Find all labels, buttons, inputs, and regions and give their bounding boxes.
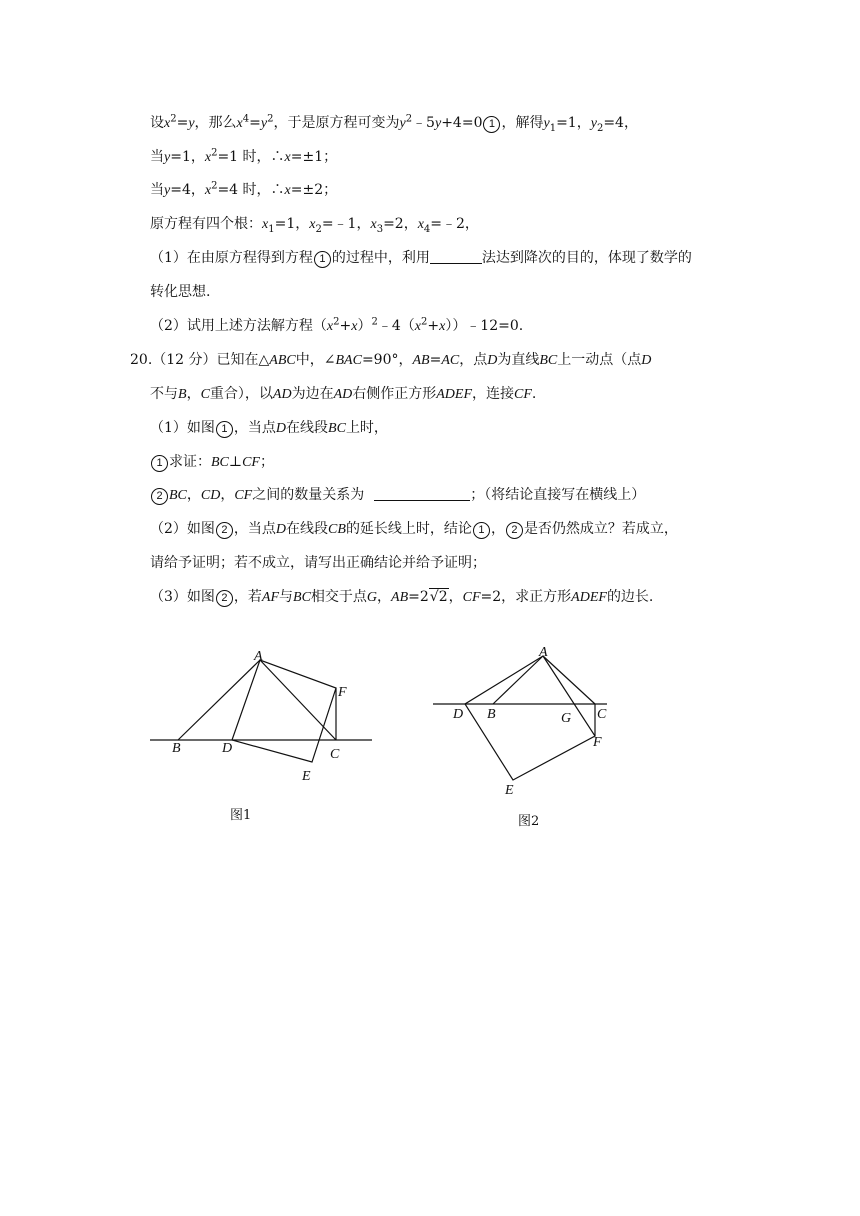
segment-ac [260,660,336,740]
circled-one-icon: 1 [151,455,168,472]
problem-20-line-4: 1 求证：BC⊥CF； [150,452,274,473]
figure-2-caption: 图2 [518,814,540,829]
label-b: B [487,707,496,722]
text-line-4: 原方程有四个根：$x_1=1$，$x_2=﹣1$，$x_3=2$，$x_4=﹣2$， [150,216,479,235]
problem-20-line-1: 20.（12 分）已知在△ABC中，∠BAC=90°，AB=AC，点D为直线BC上一动点（点D [130,352,652,368]
figure-2-diagram [425,640,625,800]
segment-ab [178,660,260,740]
label-g: G [561,711,572,726]
label-e: E [505,783,514,798]
problem-20-line-3: （1）如图 1 ，当点D在线段BC上时， [150,420,388,436]
label-c: C [597,707,607,722]
problem-20-line-2: 不与B，C重合），以AD为边在AD右侧作正方形ADEF，连接CF. [150,386,537,402]
circled-one-icon: 1 [473,522,490,539]
problem-20-line-6: （2）如图 2 ，当点D在线段CB的延长线上时，结论 1 ， 2 是否仍然成立？若成立， [150,521,678,537]
circled-one-icon: 1 [314,251,331,268]
answer-blank[interactable] [430,249,482,264]
question-1-cont: 转化思想. [150,284,211,300]
segment-ab [493,656,543,704]
label-c: C [330,747,340,762]
label-a: A [254,649,263,664]
text-line-1: 设$x^2=y$，那么$x^4=y^2$，于是原方程可变为$y^2﹣5y+4=0$ 1 ，解得$y_1=1$，$y_2=4$， [150,113,638,134]
text-line-2: 当y=1，$x^2=1$ 时，∴x=±1； [150,147,338,165]
circled-two-icon: 2 [216,590,233,607]
figure-1-caption: 图1 [230,808,252,823]
circled-two-icon: 2 [151,488,168,505]
square-adef [465,656,595,780]
label-b: B [172,741,181,756]
circled-one-icon: 1 [216,421,233,438]
circled-two-icon: 2 [506,522,523,539]
question-2-line: （2）试用上述方法解方程$(x^2+x)^2﹣4(x^2+x))﹣12=0$. [150,316,524,334]
question-1-line: （1）在由原方程得到方程 1 的过程中，利用 法达到降次的目的，体现了数学的 [150,250,692,266]
answer-blank[interactable] [374,486,470,501]
label-f: F [593,735,602,750]
label-d: D [222,741,233,756]
problem-20-line-5: 2 BC，CD，CF之间的数量关系为 ；（将结论直接写在横线上） [150,485,645,506]
label-a: A [539,645,548,660]
problem-20-line-7: 请给予证明；若不成立，请写出正确结论并给予证明； [150,555,486,571]
label-d: D [453,707,464,722]
figure-1-diagram [140,640,390,790]
text-line-3: 当y=4，$x^2=4$ 时，∴x=±2； [150,180,338,198]
label-f: F [338,685,347,700]
sqrt-symbol: √2 [429,589,448,605]
problem-20-line-8: （3）如图 2 ，若AF与BC相交于点G，AB=2√2，CF=2，求正方形ADEF的边长. [150,589,654,605]
circled-two-icon: 2 [216,522,233,539]
label-e: E [302,769,311,784]
circled-one-icon: 1 [483,116,500,133]
square-adef [232,660,336,762]
